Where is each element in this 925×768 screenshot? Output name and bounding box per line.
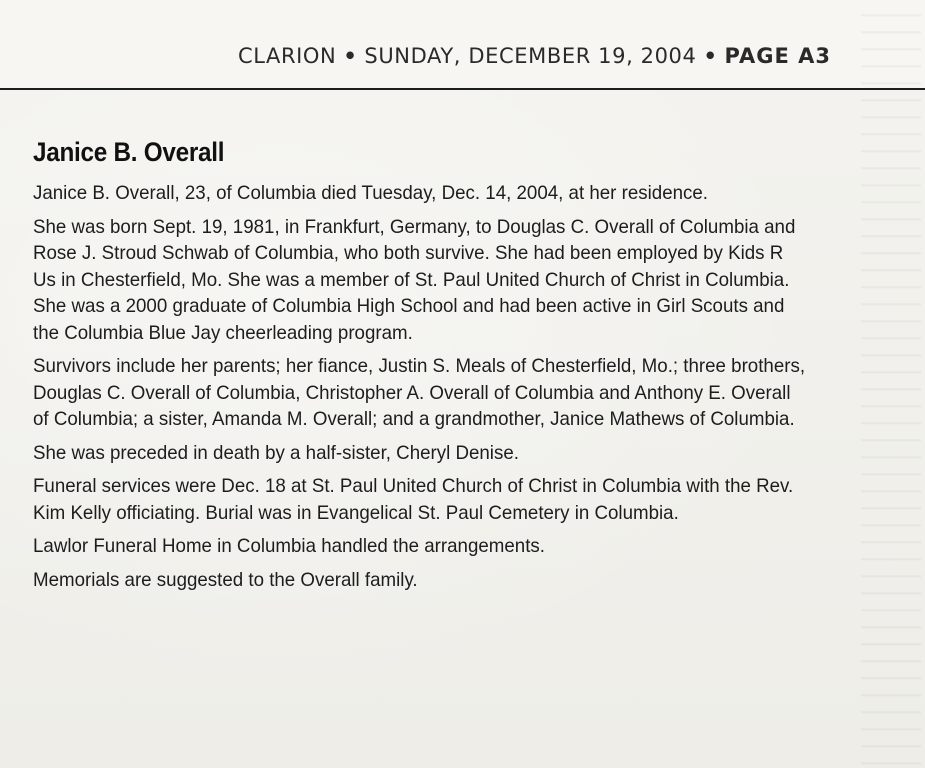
obituary-article [33, 136, 808, 600]
publication-name: CLARION [237, 44, 337, 68]
obituary-paragraph-services: Funeral services were Dec. 18 at St. Paul United Church of Christ in Columbia with the Rev. Kim Kelly officiating. Burial was in Evangelical St. Paul Cemetery in Columbia. [33, 475, 794, 524]
obituary-headline: Janice B. Overall [33, 137, 225, 167]
masthead [0, 0, 925, 88]
obituary-paragraph-memorials: Memorials are suggested to the Overall family. [33, 568, 418, 591]
page-number: PAGE A3 [724, 44, 831, 68]
publication-date: SUNDAY, DECEMBER 19, 2004 [364, 44, 697, 68]
obituary-paragraph-biography: She was born Sept. 19, 1981, in Frankfurt, Germany, to Douglas C. Overall of Columbia and Rose J. Stroud Schwab of Columbia, who both survive. She had been employed by Kids R Us in Chesterfield, Mo. She was a member of St. Paul United Church of Christ in Columbia. She was a 2000 graduate of Columbia High School and had been active in Girl Scouts and the Columbia Blue Jay cheerleading program. [33, 215, 796, 344]
paper-edge-texture [861, 0, 921, 768]
masthead-rule [0, 88, 925, 90]
obituary-paragraph-death-notice: Janice B. Overall, 23, of Columbia died Tuesday, Dec. 14, 2004, at her residence. [33, 182, 708, 204]
obituary-paragraph-survivors: Survivors include her parents; her fiance, Justin S. Meals of Chesterfield, Mo.; three brothers, Douglas C. Overall of Columbia, Christopher A. Overall of Columbia and Anthony E. Overall of Columbia; a sister, Amanda M. Overall; and a grandmother, Janice Mathews of Columbia. [33, 355, 806, 430]
masthead-separator: • [343, 44, 358, 68]
masthead-line [238, 44, 831, 68]
obituary-paragraph-preceded: She was preceded in death by a half-sister, Cheryl Denise. [33, 441, 519, 464]
masthead-separator-2: • [703, 44, 718, 68]
obituary-paragraph-funeral-home: Lawlor Funeral Home in Columbia handled the arrangements. [33, 535, 545, 557]
